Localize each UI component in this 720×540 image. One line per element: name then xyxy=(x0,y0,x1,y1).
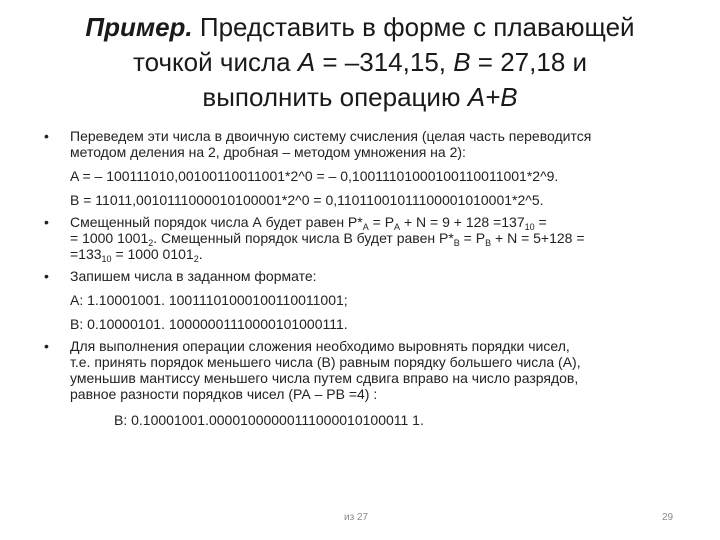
title-line-1 xyxy=(40,10,680,45)
shifted-b-line: В: 0.10001001.00001000000111000010100011 1. xyxy=(114,412,424,428)
text-run: + N = 9 + 128 =137 xyxy=(400,214,525,230)
title-line-2 xyxy=(40,45,680,80)
text-run: Смещенный порядок числа А будет равен Р* xyxy=(70,214,363,230)
bullet2-line-1 xyxy=(70,214,688,230)
bullet4-line-2: т.е. принять порядок меньшего числа (В) равным порядку большего числа (А), xyxy=(70,354,581,370)
title-line-3 xyxy=(40,80,680,115)
title-line2-mid: = –314,15, xyxy=(315,47,454,77)
text-run: = xyxy=(534,214,547,230)
number-a-binary: A = – 100111010,00100110011001*2^0 = – 0,10011101000100110011001*2^9. xyxy=(70,168,559,184)
bullet4-line-3: уменьшив мантиссу меньшего числа путем сдвига вправо на число разрядов, xyxy=(70,370,579,386)
text-run: . xyxy=(198,246,203,262)
subscript: A xyxy=(362,222,369,232)
number-b-binary: B = 11011,0010111000010100001*2^0 = 0,11011001011100001010001*2^5. xyxy=(70,192,544,208)
bullet-dot: • xyxy=(44,338,49,354)
bullet1-line-1: Переведем эти числа в двоичную систему счисления (целая часть переводится xyxy=(70,128,592,144)
bullet-list xyxy=(38,128,688,428)
page-number: 29 xyxy=(662,512,674,523)
text-run: = 1000 0101 xyxy=(111,246,194,262)
slide-title xyxy=(40,10,680,115)
text-run: . Смещенный порядок числа В будет равен Р* xyxy=(153,230,454,246)
title-line1-text: Представить в форме с плавающей xyxy=(192,12,635,42)
title-line2-prefix: точкой числа xyxy=(132,47,298,77)
title-line3-prefix: выполнить операцию xyxy=(202,82,468,112)
bullet4-line-1: Для выполнения операции сложения необходимо выровнять порядки чисел, xyxy=(70,338,570,354)
text-run: = Р xyxy=(459,230,486,246)
text-run: =133 xyxy=(70,246,102,262)
bullet2-line-2 xyxy=(70,230,688,246)
subscript: B xyxy=(453,238,460,248)
subscript: B xyxy=(485,238,492,248)
bullet-4 xyxy=(38,338,688,428)
format-a-line: А: 1.10001001. 10011101000100110011001; xyxy=(70,292,348,308)
text-run: = Р xyxy=(368,214,395,230)
text-run: + N = 5+128 = xyxy=(491,230,585,246)
title-var-b: B xyxy=(453,47,471,77)
subscript: 2 xyxy=(193,254,199,264)
page-count: из 27 xyxy=(344,512,369,523)
bullet-1 xyxy=(38,128,688,208)
format-b-line: В: 0.10000101. 10000001110000101000111. xyxy=(70,316,348,332)
bullet-dot: • xyxy=(44,128,49,144)
bullet-3 xyxy=(38,268,688,332)
title-line2-rest: = 27,18 и xyxy=(470,47,588,77)
bullet-dot: • xyxy=(44,268,49,284)
subscript: A xyxy=(394,222,401,232)
subscript: 10 xyxy=(524,222,535,232)
bullet4-line-4: равное разности порядков чисел (РА – РВ =4) : xyxy=(70,386,378,402)
subscript: 2 xyxy=(148,238,154,248)
bullet-dot: • xyxy=(44,214,49,230)
text-run: = 1000 1001 xyxy=(70,230,149,246)
bullet1-line-2: методом деления на 2, дробная – методом умножения на 2): xyxy=(70,144,466,160)
title-expression: A+B xyxy=(467,82,518,112)
bullet-2 xyxy=(38,214,688,262)
bullet3-intro: Запишем числа в заданном формате: xyxy=(70,268,317,284)
title-lead: Пример. xyxy=(85,12,193,42)
bullet2-line-3 xyxy=(70,246,688,262)
title-var-a: A xyxy=(297,47,316,77)
subscript: 10 xyxy=(101,254,112,264)
